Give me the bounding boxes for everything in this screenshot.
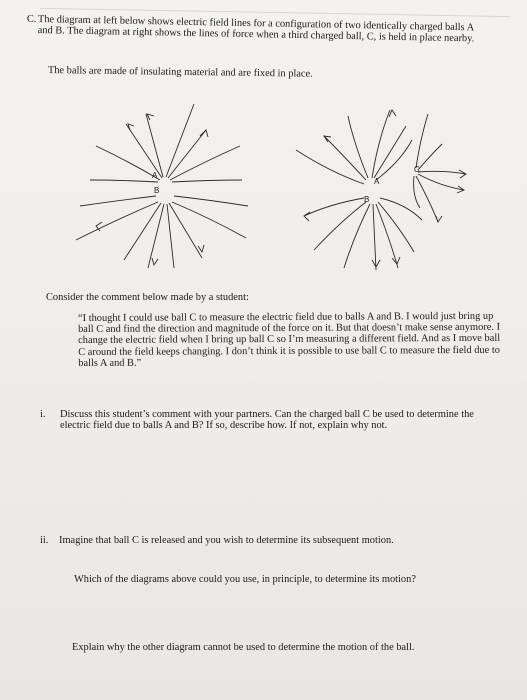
consider-prompt: Consider the comment below made by a student: [46,292,249,303]
intro-text: The diagram at left below shows electric field lines for a configuration of two identically charged balls A and B. The diagram at right shows the lines of force when a third charged ball, C, is held in place nearby. [37,14,475,45]
question-i-text: Discuss this student’s comment with your partners. Can the charged ball C be used to determine the electric field due to balls A and B? If so, describe how. If not, explain why not. [60,409,474,432]
question-ii-text: Imagine that ball C is released and you wish to determine its subsequent motion. [59,535,394,546]
right-label-a: A [374,177,380,186]
left-label-a: A [152,171,158,180]
section-label: C. [26,13,37,25]
left-field-diagram [70,100,270,270]
right-field-diagram [280,100,480,275]
right-label-c: C [414,165,420,174]
right-arrowheads [304,110,466,267]
right-label-b: B [364,195,370,204]
section-c-intro [26,13,488,45]
question-ii-part-b: Explain why the other diagram cannot be used to determine the motion of the ball. [72,642,415,653]
question-i-number: i. [40,409,46,420]
student-quote: “I thought I could use ball C to measure the electric field due to balls A and B. I would just bring up ball C and find the direction and magnitude of the force on it. But that doesn’t make sense anymore. I change the electric field when I bring up ball C so I’m measuring a different field. And as I move ball C around the field keeps changing. I don’t think it is possible to use ball C to measure the field due to balls A and B.” [78,310,501,369]
right-field-lines [296,110,466,270]
question-ii-part-a: Which of the diagrams above could you use, in principle, to determine its motion? [74,574,416,585]
materials-note: The balls are made of insulating material and are fixed in place. [47,65,313,80]
left-field-lines [76,104,248,268]
question-i [40,409,494,432]
question-ii [40,535,394,546]
left-label-b: B [154,186,160,195]
question-ii-number: ii. [40,535,49,546]
